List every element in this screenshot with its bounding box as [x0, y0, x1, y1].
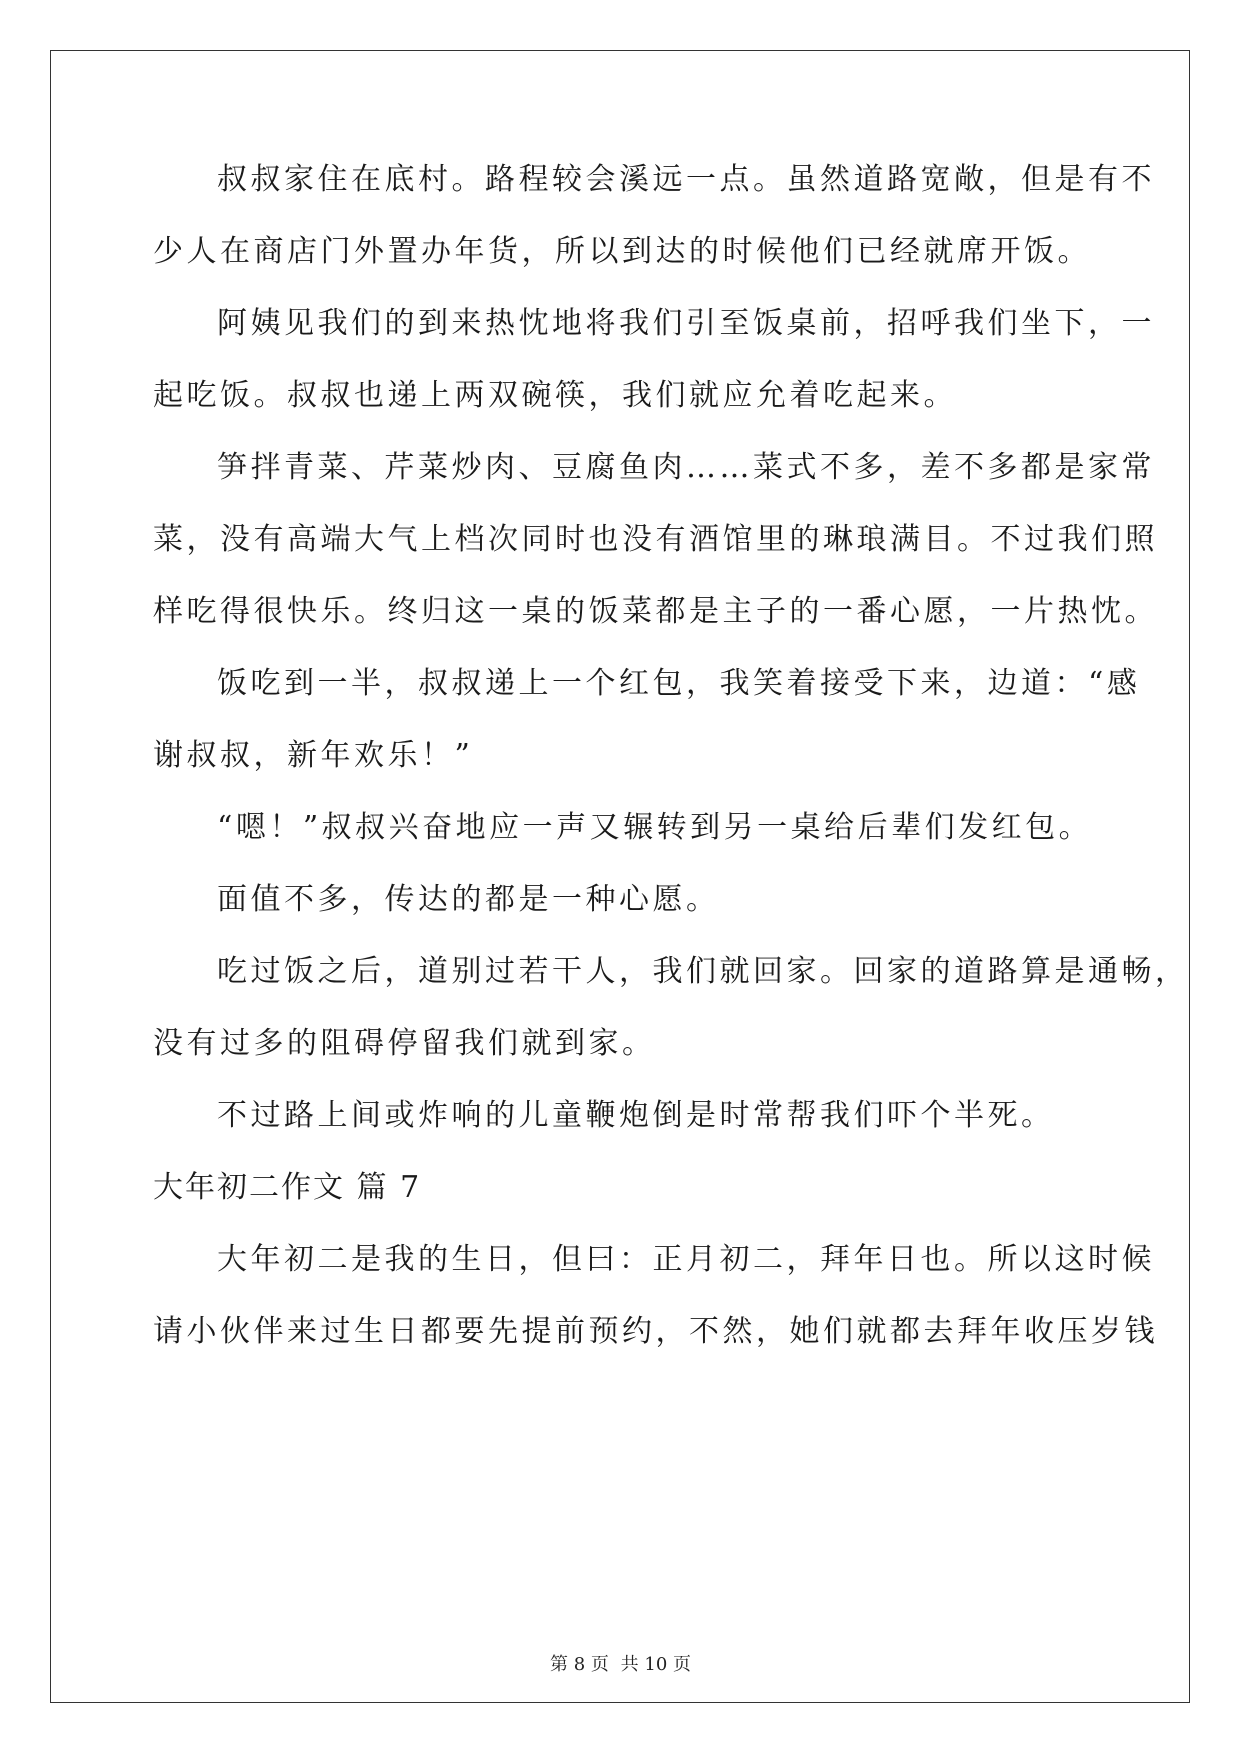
text-line: 笋拌青菜、芹菜炒肉、豆腐鱼肉……菜式不多，差不多都是家常 [217, 450, 1155, 485]
text-line: 饭吃到一半，叔叔递上一个红包，我笑着接受下来，边道：“感 [217, 666, 1141, 701]
text-line: 面值不多，传达的都是一种心愿。 [217, 882, 720, 917]
text-line: 起吃饭。叔叔也递上两双碗筷，我们就应允着吃起来。 [153, 378, 957, 413]
text-line: “嗯！”叔叔兴奋地应一声又辗转到另一桌给后辈们发红包。 [217, 810, 1093, 845]
text-line: 谢叔叔，新年欢乐！” [153, 738, 474, 773]
text-line: 大年初二是我的生日，但曰：正月初二，拜年日也。所以这时候 [217, 1242, 1155, 1277]
text-line: 菜，没有高端大气上档次同时也没有酒馆里的琳琅满目。不过我们照 [153, 522, 1158, 557]
text-line: 叔叔家住在底村。路程较会溪远一点。虽然道路宽敞，但是有不 [217, 162, 1155, 197]
text-line: 请小伙伴来过生日都要先提前预约，不然，她们就都去拜年收压岁钱 [153, 1314, 1158, 1349]
text-line: 少人在商店门外置办年货，所以到达的时候他们已经就席开饭。 [153, 234, 1091, 269]
page-number: 第 8 页 [550, 1654, 609, 1675]
text-line: 吃过饭之后，道别过若干人，我们就回家。回家的道路算是通畅， [217, 954, 1189, 989]
page-footer [0, 1653, 1241, 1677]
page-total: 共 10 页 [620, 1654, 691, 1675]
section-heading: 大年初二作文 篇 7 [153, 1170, 422, 1205]
text-line: 样吃得很快乐。终归这一桌的饭菜都是主子的一番心愿，一片热忱。 [153, 594, 1158, 629]
text-line: 阿姨见我们的到来热忱地将我们引至饭桌前，招呼我们坐下，一 [217, 306, 1155, 341]
text-line: 没有过多的阻碍停留我们就到家。 [153, 1026, 656, 1061]
text-line: 不过路上间或炸响的儿童鞭炮倒是时常帮我们吓个半死。 [217, 1098, 1055, 1133]
page-border [50, 50, 1190, 1703]
